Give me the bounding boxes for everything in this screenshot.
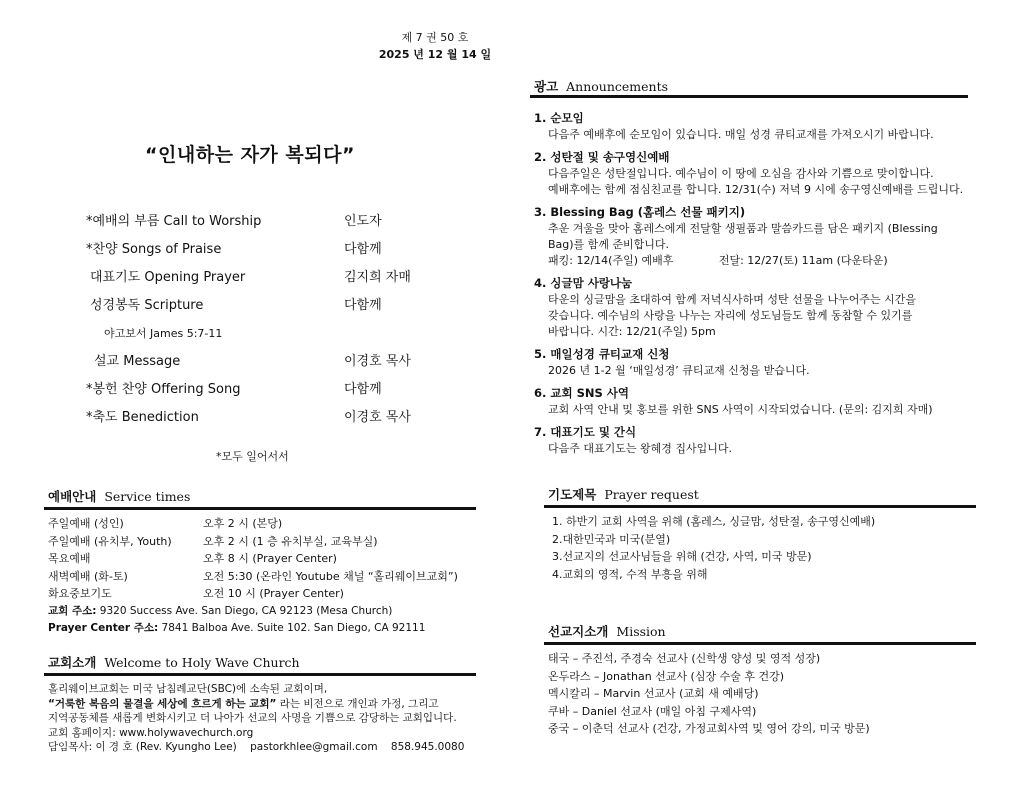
announcement-body: 다음주 예배후에 순모임이 있습니다. 매일 성경 큐티교재를 가져오시기 바랍니다. — [548, 128, 934, 141]
prayer-item: 1. 하반기 교회 사역을 위해 (홈레스, 싱글맘, 성탄절, 송구영신예배) — [552, 515, 876, 528]
announcement-body: 다음주일은 성탄절입니다. 예수님이 이 땅에 오심을 감사와 기쁨으로 맞이합니다. — [548, 167, 934, 180]
heading-en: Announcements — [566, 79, 669, 94]
prayer-item: 2.대한민국과 미국(분열) — [552, 532, 671, 546]
announcement-title: 3. Blessing Bag (홈레스 선물 패키지) — [534, 205, 746, 219]
homepage: 교회 홈페이지: www.holywavechurch.org — [48, 726, 254, 739]
order-leader: 다함께 — [344, 242, 382, 257]
order-leader: 이경호 목사 — [344, 410, 411, 425]
heading-en: Service times — [104, 489, 191, 504]
mission-item: 태국 – 주진석, 주경숙 선교사 (신학생 양성 및 영적 성장) — [548, 652, 821, 665]
service-row — [48, 550, 458, 568]
pastor-contact — [48, 740, 478, 755]
order-row — [86, 292, 474, 320]
heading-en: Welcome to Holy Wave Church — [104, 655, 300, 670]
heading-ko: 기도제목 — [548, 487, 597, 502]
service-time: 오후 8 시 (Prayer Center) — [203, 552, 337, 565]
announcement-item — [534, 424, 984, 457]
pastor-name: 담임목사: 이 경 호 (Rev. Kyungho Lee) — [48, 741, 237, 753]
service-row — [48, 515, 458, 533]
announcement-title: 2. 성탄절 및 송구영신예배 — [534, 150, 670, 164]
service-name: 주일예배 (성인) — [48, 517, 124, 530]
prayer-center-value: 7841 Balboa Ave. Suite 102. San Diego, CA 92111 — [161, 622, 426, 634]
announcement-title: 4. 싱글맘 사랑나눔 — [534, 276, 633, 290]
issue-date: 2025 년 12 월 14 일 — [378, 48, 492, 61]
section-rule — [544, 642, 976, 645]
announcement-body: 예배후에는 함께 점심친교를 합니다. 12/31(수) 저녁 9 시에 송구영신예배를 드립니다. — [548, 183, 964, 196]
announcement-body: Bag)를 함께 준비합니다. — [548, 238, 670, 251]
order-row — [86, 348, 474, 376]
welcome-text — [48, 682, 478, 755]
service-time: 오후 2 시 (본당) — [203, 517, 283, 530]
announcement-body: 2026 년 1-2 월 ‘매일성경’ 큐티교재 신청을 받습니다. — [548, 364, 810, 377]
pastor-email: pastorkhlee@gmail.com — [250, 741, 378, 753]
order-item: 대표기도 Opening Prayer — [90, 270, 246, 285]
order-row — [86, 320, 474, 348]
prayer-list — [552, 513, 972, 583]
vision-rest: 라는 비전으로 개인과 가정, 그리고 — [276, 697, 439, 710]
section-rule — [530, 95, 968, 98]
heading-ko: 선교지소개 — [548, 624, 609, 639]
mission-item: 중국 – 이춘덕 선교사 (건강, 가정교회사역 및 영어 강의, 미국 방문) — [548, 722, 870, 735]
announcement-item — [534, 385, 984, 418]
service-name: 화요중보기도 — [48, 587, 112, 600]
order-item: *예배의 부름 Call to Worship — [86, 214, 262, 229]
order-leader: 김지희 자매 — [344, 270, 411, 285]
order-row — [86, 208, 474, 236]
order-leader: 이경호 목사 — [344, 354, 411, 369]
announcement-title: 1. 순모임 — [534, 111, 584, 125]
announcement-body: 패킹: 12/14(주일) 예배후 전달: 12/27(토) 11am (다운타운) — [548, 254, 888, 267]
announcement-item — [534, 110, 984, 143]
prayer-item: 3.선교지의 선교사님들을 위해 (건강, 사역, 미국 방문) — [552, 550, 812, 563]
announcement-item — [534, 204, 984, 269]
issue-volume: 제 7 권 50 호 — [401, 31, 469, 44]
order-row — [86, 404, 474, 432]
service-row — [48, 585, 458, 603]
service-times-heading — [48, 487, 190, 505]
announcements-heading — [534, 77, 668, 95]
service-name: 목요예배 — [48, 552, 91, 565]
announcement-title: 5. 매일성경 큐티교재 신청 — [534, 347, 670, 361]
announcement-body: 다음주 대표기도는 왕혜경 집사입니다. — [548, 442, 733, 455]
heading-en: Mission — [616, 624, 666, 639]
scripture-reference: 야고보서 James 5:7-11 — [104, 327, 223, 340]
welcome-line: 홀리웨이브교회는 미국 남침례교단(SBC)에 소속된 교회이며, — [48, 683, 328, 695]
order-leader: 다함께 — [344, 382, 382, 397]
service-time: 오후 2 시 (1 층 유치부실, 교육부실) — [203, 534, 378, 548]
address-label: 교회 주소: — [48, 605, 97, 617]
prayer-center-label: Prayer Center 주소: — [48, 622, 159, 634]
welcome-heading — [48, 653, 300, 671]
service-row — [48, 568, 458, 586]
announcement-item — [534, 149, 984, 198]
mission-item: 온두라스 – Jonathan 선교사 (심장 수술 후 건강) — [548, 669, 785, 683]
announcement-body: 추운 겨울을 맞아 홈레스에게 전달할 생필품과 말씀카드를 담은 패키지 (Blessing — [548, 222, 938, 235]
service-time: 오전 5:30 (온라인 Youtube 채널 “홀리웨이브교회”) — [203, 569, 458, 583]
mission-heading — [548, 622, 666, 640]
order-item: 설교 Message — [94, 354, 181, 369]
prayer-center-address — [48, 620, 425, 637]
announcement-body: 타운의 싱글맘을 초대하여 함께 저녁식사하며 성탄 선물을 나누어주는 시간을 — [548, 293, 917, 306]
welcome-vision — [48, 697, 478, 712]
pastor-phone: 858.945.0080 — [390, 741, 465, 753]
heading-en: Prayer request — [604, 487, 699, 502]
section-rule — [544, 505, 976, 508]
announcement-list — [534, 110, 984, 457]
announcement-item — [534, 275, 984, 340]
service-name: 새벽예배 (화-토) — [48, 569, 128, 583]
heading-ko: 광고 — [534, 79, 559, 94]
announcement-title: 7. 대표기도 및 간식 — [534, 425, 637, 439]
order-leader: 다함께 — [344, 298, 382, 313]
order-leader — [344, 320, 474, 348]
order-item: *축도 Benediction — [86, 410, 199, 425]
announcement-body: 교회 사역 안내 및 홍보를 위한 SNS 사역이 시작되었습니다. (문의: 김지희 자매) — [548, 403, 933, 416]
announcement-item — [534, 346, 984, 379]
sermon-title: “인내하는 자가 복되다” — [145, 144, 355, 166]
welcome-line: 지역공동체를 새롭게 변화시키고 더 나아가 선교의 사명을 기쁨으로 감당하는 교회입니다. — [48, 712, 457, 724]
prayer-heading — [548, 485, 699, 503]
mission-list — [548, 650, 978, 738]
service-times-table — [48, 515, 458, 603]
order-item: *봉헌 찬양 Offering Song — [86, 382, 241, 397]
church-address — [48, 603, 392, 620]
standing-note: *모두 일어서서 — [216, 450, 289, 463]
section-rule — [44, 507, 476, 510]
order-item: 성경봉독 Scripture — [90, 298, 204, 313]
service-time: 오전 10 시 (Prayer Center) — [203, 587, 344, 600]
announcement-body: 갖습니다. 예수님의 사랑을 나누는 자리에 성도님들도 함께 동참할 수 있기를 — [548, 309, 913, 322]
announcement-title: 6. 교회 SNS 사역 — [534, 386, 630, 400]
service-name: 주일예배 (유치부, Youth) — [48, 534, 172, 548]
heading-ko: 예배안내 — [48, 489, 97, 504]
order-row — [86, 236, 474, 264]
mission-item: 쿠바 – Daniel 선교사 (매일 아침 구제사역) — [548, 704, 757, 718]
order-of-worship — [86, 208, 474, 432]
order-row — [86, 264, 474, 292]
service-row — [48, 533, 458, 551]
announcement-body: 바랍니다. 시간: 12/21(주일) 5pm — [548, 325, 716, 338]
mission-item: 멕시칼리 – Marvin 선교사 (교회 새 예배당) — [548, 687, 759, 700]
section-rule — [44, 673, 476, 676]
order-leader: 인도자 — [344, 214, 382, 229]
prayer-item: 4.교회의 영적, 수적 부흥을 위해 — [552, 567, 708, 581]
address-value: 9320 Success Ave. San Diego, CA 92123 (Mesa Church) — [99, 605, 393, 617]
heading-ko: 교회소개 — [48, 655, 97, 670]
order-row — [86, 376, 474, 404]
order-item: *찬양 Songs of Praise — [86, 242, 222, 257]
vision-statement: “거룩한 복음의 물결을 세상에 흐르게 하는 교회” — [48, 697, 277, 710]
